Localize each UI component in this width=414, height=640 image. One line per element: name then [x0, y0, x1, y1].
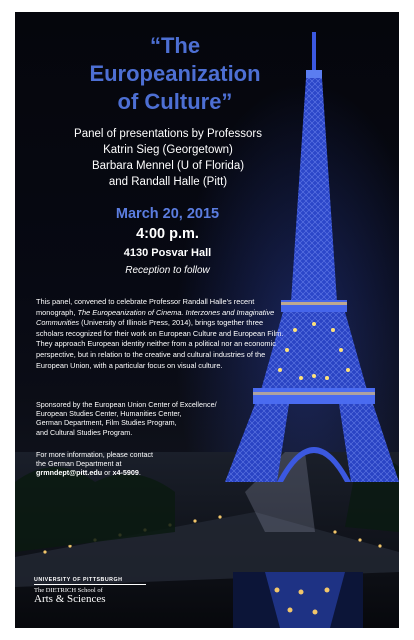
contact-info	[36, 450, 256, 478]
poster-title	[25, 32, 325, 116]
presenter-halle: and Randall Halle (Pitt)	[108, 176, 228, 188]
dietrich-school-logo	[34, 577, 146, 605]
event-location: 4130 Posvar Hall	[123, 247, 212, 259]
contact-email[interactable]: grmndept@pitt.edu	[36, 468, 103, 478]
panel-intro: Panel of presentations by Professors	[74, 128, 262, 140]
school-name-line-2: Arts & Sciences	[34, 593, 106, 605]
presenter-mennel: Barbara Mennel (U of Florida)	[91, 160, 245, 172]
sponsor-line-1: Sponsored by the European Union Center of Excellence/	[36, 400, 217, 409]
book-title: The Europeanization of Cinema. Interzones and Imaginative Communities	[36, 307, 275, 328]
panel-presenters	[33, 126, 303, 190]
reception-note: Reception to follow	[125, 265, 210, 276]
title-line-3: of Culture”	[117, 89, 233, 114]
sponsors	[36, 400, 256, 437]
presenter-sieg: Katrin Sieg (Georgetown)	[103, 144, 233, 156]
event-time: 4:00 p.m.	[136, 226, 199, 242]
contact-or: or	[102, 468, 113, 478]
school-name-line-1: The DIETRICH School of	[34, 587, 103, 594]
event-date: March 20, 2015	[115, 206, 220, 222]
university-name: UNIVERSITY OF PITTSBURGH	[34, 577, 146, 585]
contact-phone: x4-5909	[112, 468, 139, 478]
title-line-1: “The	[149, 33, 201, 58]
sponsor-line-2: European Studies Center, Humanities Center,	[36, 409, 182, 419]
sponsor-line-4: and Cultural Studies Program.	[36, 427, 133, 437]
title-line-2: Europeanization	[89, 61, 261, 86]
contact-line-2: the German Department at	[36, 459, 122, 469]
contact-line-3	[36, 468, 256, 477]
sponsor-line-3: German Department, Film Studies Program,	[36, 418, 177, 428]
contact-end: .	[138, 468, 141, 478]
description-intro: This panel, convened to celebrate Professor Randall Halle's recent monograph,	[36, 297, 255, 317]
event-description	[36, 297, 286, 371]
description-body: (University of Illinois Press, 2014), brings together three scholars recognized for their work on European Culture and European Film. They approach European identity neither from a political nor an economic perspective, but in relation to the creative and cultural industries of the European Union, with a particular focus on visual culture.	[36, 318, 284, 370]
event-poster	[15, 12, 399, 628]
contact-line-1: For more information, please contact	[36, 450, 154, 459]
